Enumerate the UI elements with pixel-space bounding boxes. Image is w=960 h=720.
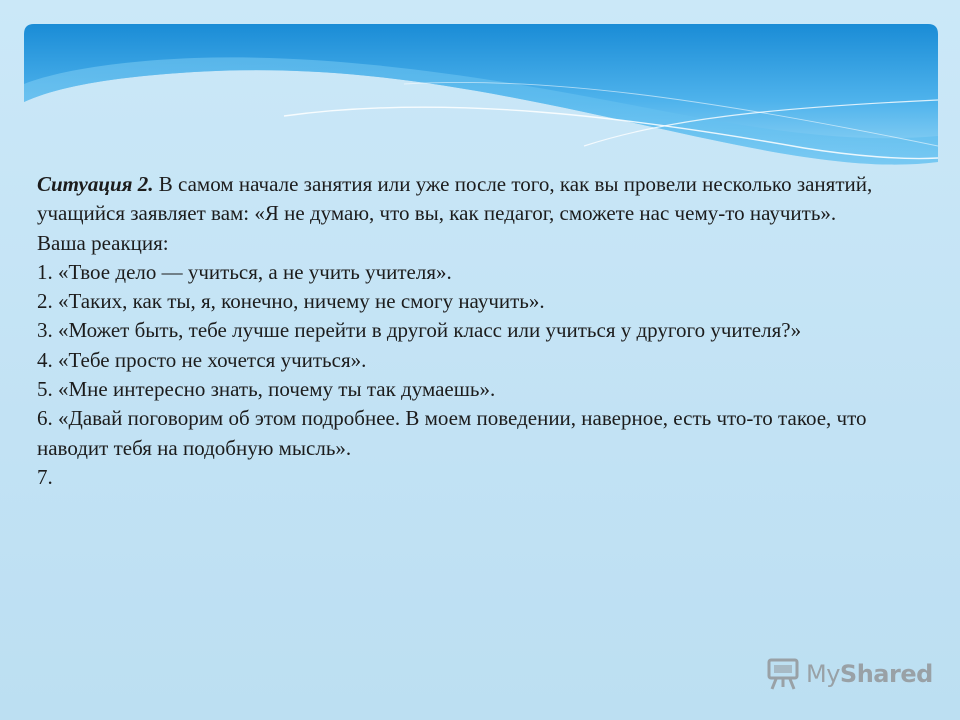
reaction-heading: Ваша реакция:	[37, 230, 169, 255]
watermark-brand-bold: Shared	[839, 660, 933, 688]
situation-text: В самом начале занятия или уже после того, как вы провели несколько занятий, учащийся заявляет вам: «Я не думаю, что вы, как педагог, сможете нас чему-то научить».	[37, 172, 873, 226]
reaction-option: 3. «Может быть, тебе лучше перейти в другой класс или учиться у другого учителя?»	[37, 318, 802, 343]
wave-banner	[24, 24, 938, 184]
watermark-brand-light: My	[806, 660, 840, 688]
situation-label: Ситуация 2.	[37, 172, 154, 196]
reaction-option: 4. «Тебе просто не хочется учиться».	[37, 347, 367, 372]
watermark-brand	[806, 660, 933, 688]
slide-content	[37, 170, 917, 492]
reaction-option: 6. «Давай поговорим об этом подробнее. В моем поведении, наверное, есть что-то такое, что наводит тебя на подобную мысль».	[37, 406, 867, 460]
reaction-option: 1. «Твое дело — учиться, а не учить учителя».	[37, 259, 452, 284]
presentation-board-icon	[766, 657, 800, 691]
reaction-option: 2. «Таких, как ты, я, конечно, ничему не смогу научить».	[37, 289, 545, 314]
myshared-watermark	[766, 656, 933, 692]
reaction-option: 5. «Мне интересно знать, почему ты так думаешь».	[37, 377, 496, 402]
reaction-option: 7.	[37, 464, 53, 489]
situation-paragraph	[37, 170, 917, 229]
